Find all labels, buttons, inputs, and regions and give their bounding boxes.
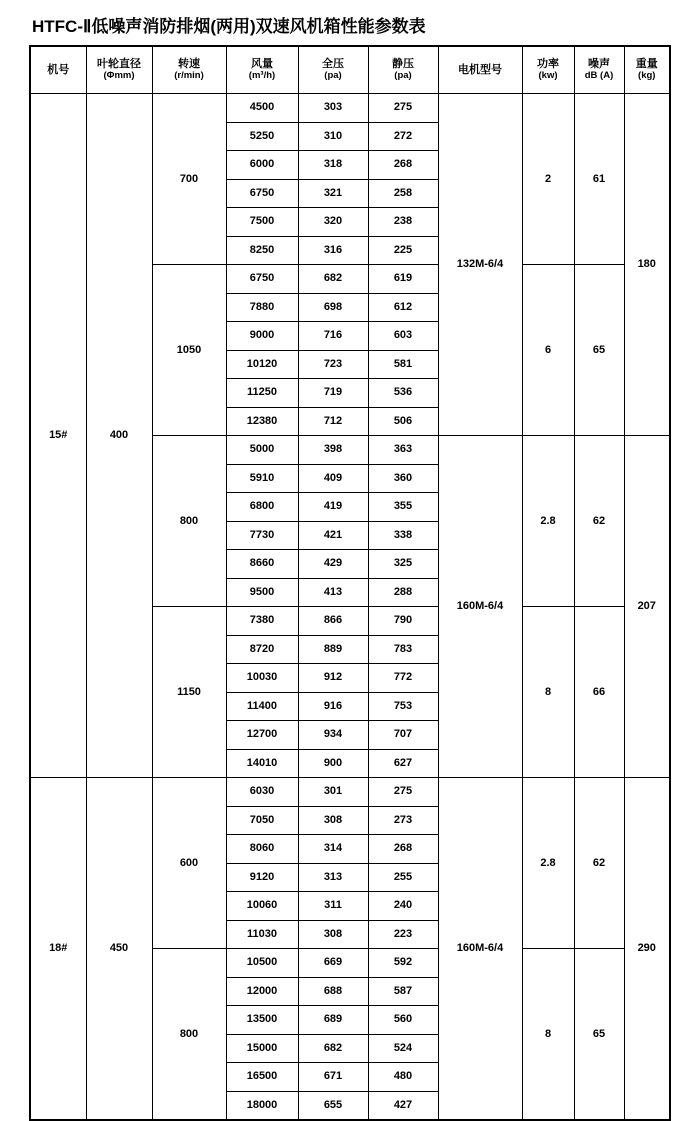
column-header-label: 功率 <box>537 57 559 70</box>
cell-motor-model: 160M-6/4 <box>438 778 522 1121</box>
cell-total-pressure: 421 <box>298 521 368 550</box>
cell-weight: 180 <box>624 94 670 436</box>
cell-air-flow: 6000 <box>226 151 298 180</box>
column-header-label: 静压 <box>392 57 414 70</box>
cell-air-flow: 7500 <box>226 208 298 237</box>
cell-total-pressure: 316 <box>298 236 368 265</box>
cell-total-pressure: 719 <box>298 379 368 408</box>
cell-total-pressure: 689 <box>298 1006 368 1035</box>
cell-speed: 800 <box>152 436 226 607</box>
column-header-unit: dB (A) <box>584 70 614 82</box>
cell-static-pressure: 268 <box>368 151 438 180</box>
cell-total-pressure: 682 <box>298 265 368 294</box>
cell-static-pressure: 612 <box>368 293 438 322</box>
cell-static-pressure: 592 <box>368 949 438 978</box>
cell-static-pressure: 790 <box>368 607 438 636</box>
column-header-label: 风量 <box>251 57 273 70</box>
cell-air-flow: 4500 <box>226 94 298 123</box>
table-row <box>30 94 670 123</box>
cell-static-pressure: 536 <box>368 379 438 408</box>
cell-static-pressure: 707 <box>368 721 438 750</box>
cell-air-flow: 8720 <box>226 635 298 664</box>
cell-power: 2 <box>522 94 574 265</box>
cell-static-pressure: 272 <box>368 122 438 151</box>
cell-air-flow: 5910 <box>226 464 298 493</box>
cell-air-flow: 11250 <box>226 379 298 408</box>
cell-total-pressure: 866 <box>298 607 368 636</box>
column-header-label: 全压 <box>322 57 344 70</box>
cell-air-flow: 15000 <box>226 1034 298 1063</box>
table-row <box>30 778 670 807</box>
cell-total-pressure: 398 <box>298 436 368 465</box>
cell-total-pressure: 321 <box>298 179 368 208</box>
cell-air-flow: 13500 <box>226 1006 298 1035</box>
cell-air-flow: 5250 <box>226 122 298 151</box>
column-header-label: 重量 <box>635 57 658 70</box>
cell-speed: 800 <box>152 949 226 1121</box>
table-body <box>30 94 670 1121</box>
column-header-label: 转速 <box>178 57 200 70</box>
cell-static-pressure: 240 <box>368 892 438 921</box>
cell-total-pressure: 671 <box>298 1063 368 1092</box>
cell-air-flow: 10030 <box>226 664 298 693</box>
cell-motor-model: 132M-6/4 <box>438 94 522 436</box>
cell-static-pressure: 753 <box>368 692 438 721</box>
cell-air-flow: 12700 <box>226 721 298 750</box>
cell-total-pressure: 669 <box>298 949 368 978</box>
column-header-8 <box>574 46 624 94</box>
cell-total-pressure: 313 <box>298 863 368 892</box>
cell-air-flow: 5000 <box>226 436 298 465</box>
cell-total-pressure: 900 <box>298 749 368 778</box>
column-header-5 <box>368 46 438 94</box>
cell-total-pressure: 419 <box>298 493 368 522</box>
cell-static-pressure: 288 <box>368 578 438 607</box>
cell-air-flow: 11030 <box>226 920 298 949</box>
cell-static-pressure: 275 <box>368 94 438 123</box>
cell-power: 2.8 <box>522 778 574 949</box>
spec-table <box>29 45 671 1121</box>
cell-static-pressure: 273 <box>368 806 438 835</box>
cell-air-flow: 9120 <box>226 863 298 892</box>
column-header-label: 噪声 <box>588 57 610 70</box>
column-header-1 <box>86 46 152 94</box>
cell-air-flow: 7730 <box>226 521 298 550</box>
column-header-unit: (pa) <box>324 70 342 82</box>
column-header-0 <box>30 46 86 94</box>
cell-model-no: 18# <box>30 778 86 1121</box>
cell-air-flow: 6800 <box>226 493 298 522</box>
cell-noise: 62 <box>574 778 624 949</box>
cell-static-pressure: 783 <box>368 635 438 664</box>
cell-total-pressure: 308 <box>298 806 368 835</box>
cell-total-pressure: 310 <box>298 122 368 151</box>
cell-static-pressure: 363 <box>368 436 438 465</box>
cell-air-flow: 7380 <box>226 607 298 636</box>
column-header-7 <box>522 46 574 94</box>
cell-total-pressure: 723 <box>298 350 368 379</box>
cell-air-flow: 6750 <box>226 265 298 294</box>
cell-total-pressure: 716 <box>298 322 368 351</box>
cell-power: 8 <box>522 949 574 1121</box>
column-header-unit: (r/min) <box>174 70 204 82</box>
cell-total-pressure: 311 <box>298 892 368 921</box>
cell-noise: 61 <box>574 94 624 265</box>
cell-air-flow: 12000 <box>226 977 298 1006</box>
column-header-label: 机号 <box>47 63 70 76</box>
cell-power: 6 <box>522 265 574 436</box>
table-header <box>30 46 670 94</box>
cell-impeller-diameter: 450 <box>86 778 152 1121</box>
column-header-3 <box>226 46 298 94</box>
column-header-unit: (kw) <box>538 70 558 82</box>
cell-impeller-diameter: 400 <box>86 94 152 778</box>
cell-total-pressure: 655 <box>298 1091 368 1120</box>
cell-speed: 700 <box>152 94 226 265</box>
cell-total-pressure: 308 <box>298 920 368 949</box>
column-header-label: 叶轮直径 <box>97 57 141 70</box>
cell-total-pressure: 301 <box>298 778 368 807</box>
cell-model-no: 15# <box>30 94 86 778</box>
cell-total-pressure: 413 <box>298 578 368 607</box>
cell-total-pressure: 318 <box>298 151 368 180</box>
column-header-6 <box>438 46 522 94</box>
cell-weight: 290 <box>624 778 670 1121</box>
cell-static-pressure: 772 <box>368 664 438 693</box>
cell-static-pressure: 506 <box>368 407 438 436</box>
cell-total-pressure: 889 <box>298 635 368 664</box>
cell-air-flow: 8060 <box>226 835 298 864</box>
cell-air-flow: 16500 <box>226 1063 298 1092</box>
cell-total-pressure: 429 <box>298 550 368 579</box>
cell-air-flow: 9000 <box>226 322 298 351</box>
cell-static-pressure: 360 <box>368 464 438 493</box>
cell-static-pressure: 560 <box>368 1006 438 1035</box>
column-header-2 <box>152 46 226 94</box>
cell-weight: 207 <box>624 436 670 778</box>
cell-static-pressure: 355 <box>368 493 438 522</box>
cell-static-pressure: 427 <box>368 1091 438 1120</box>
cell-power: 8 <box>522 607 574 778</box>
column-header-unit: (m³/h) <box>248 70 276 82</box>
cell-air-flow: 7050 <box>226 806 298 835</box>
cell-static-pressure: 255 <box>368 863 438 892</box>
cell-static-pressure: 524 <box>368 1034 438 1063</box>
cell-air-flow: 10120 <box>226 350 298 379</box>
cell-static-pressure: 258 <box>368 179 438 208</box>
cell-static-pressure: 627 <box>368 749 438 778</box>
cell-static-pressure: 480 <box>368 1063 438 1092</box>
column-header-unit: (kg) <box>638 70 656 82</box>
cell-total-pressure: 409 <box>298 464 368 493</box>
cell-total-pressure: 320 <box>298 208 368 237</box>
cell-air-flow: 11400 <box>226 692 298 721</box>
cell-noise: 65 <box>574 949 624 1121</box>
column-header-label: 电机型号 <box>458 63 502 76</box>
cell-total-pressure: 682 <box>298 1034 368 1063</box>
column-header-unit: (Φmm) <box>103 70 135 82</box>
cell-static-pressure: 268 <box>368 835 438 864</box>
cell-motor-model: 160M-6/4 <box>438 436 522 778</box>
cell-air-flow: 10500 <box>226 949 298 978</box>
cell-total-pressure: 912 <box>298 664 368 693</box>
cell-static-pressure: 338 <box>368 521 438 550</box>
cell-air-flow: 10060 <box>226 892 298 921</box>
cell-noise: 62 <box>574 436 624 607</box>
cell-air-flow: 6030 <box>226 778 298 807</box>
cell-air-flow: 18000 <box>226 1091 298 1120</box>
cell-noise: 66 <box>574 607 624 778</box>
cell-air-flow: 9500 <box>226 578 298 607</box>
cell-speed: 1150 <box>152 607 226 778</box>
cell-static-pressure: 225 <box>368 236 438 265</box>
cell-air-flow: 6750 <box>226 179 298 208</box>
cell-static-pressure: 581 <box>368 350 438 379</box>
cell-static-pressure: 275 <box>368 778 438 807</box>
cell-air-flow: 8250 <box>226 236 298 265</box>
column-header-4 <box>298 46 368 94</box>
column-header-unit: (pa) <box>394 70 412 82</box>
header-row <box>30 46 670 94</box>
cell-static-pressure: 587 <box>368 977 438 1006</box>
cell-total-pressure: 698 <box>298 293 368 322</box>
cell-static-pressure: 619 <box>368 265 438 294</box>
column-header-9 <box>624 46 670 94</box>
cell-total-pressure: 916 <box>298 692 368 721</box>
cell-total-pressure: 712 <box>298 407 368 436</box>
cell-speed: 600 <box>152 778 226 949</box>
cell-total-pressure: 303 <box>298 94 368 123</box>
cell-air-flow: 8660 <box>226 550 298 579</box>
page-title: HTFC-Ⅱ低噪声消防排烟(两用)双速风机箱性能参数表 <box>32 17 426 36</box>
cell-static-pressure: 223 <box>368 920 438 949</box>
cell-static-pressure: 603 <box>368 322 438 351</box>
cell-static-pressure: 238 <box>368 208 438 237</box>
cell-power: 2.8 <box>522 436 574 607</box>
cell-noise: 65 <box>574 265 624 436</box>
cell-air-flow: 7880 <box>226 293 298 322</box>
cell-total-pressure: 934 <box>298 721 368 750</box>
cell-air-flow: 14010 <box>226 749 298 778</box>
cell-air-flow: 12380 <box>226 407 298 436</box>
cell-static-pressure: 325 <box>368 550 438 579</box>
cell-total-pressure: 314 <box>298 835 368 864</box>
cell-speed: 1050 <box>152 265 226 436</box>
cell-total-pressure: 688 <box>298 977 368 1006</box>
